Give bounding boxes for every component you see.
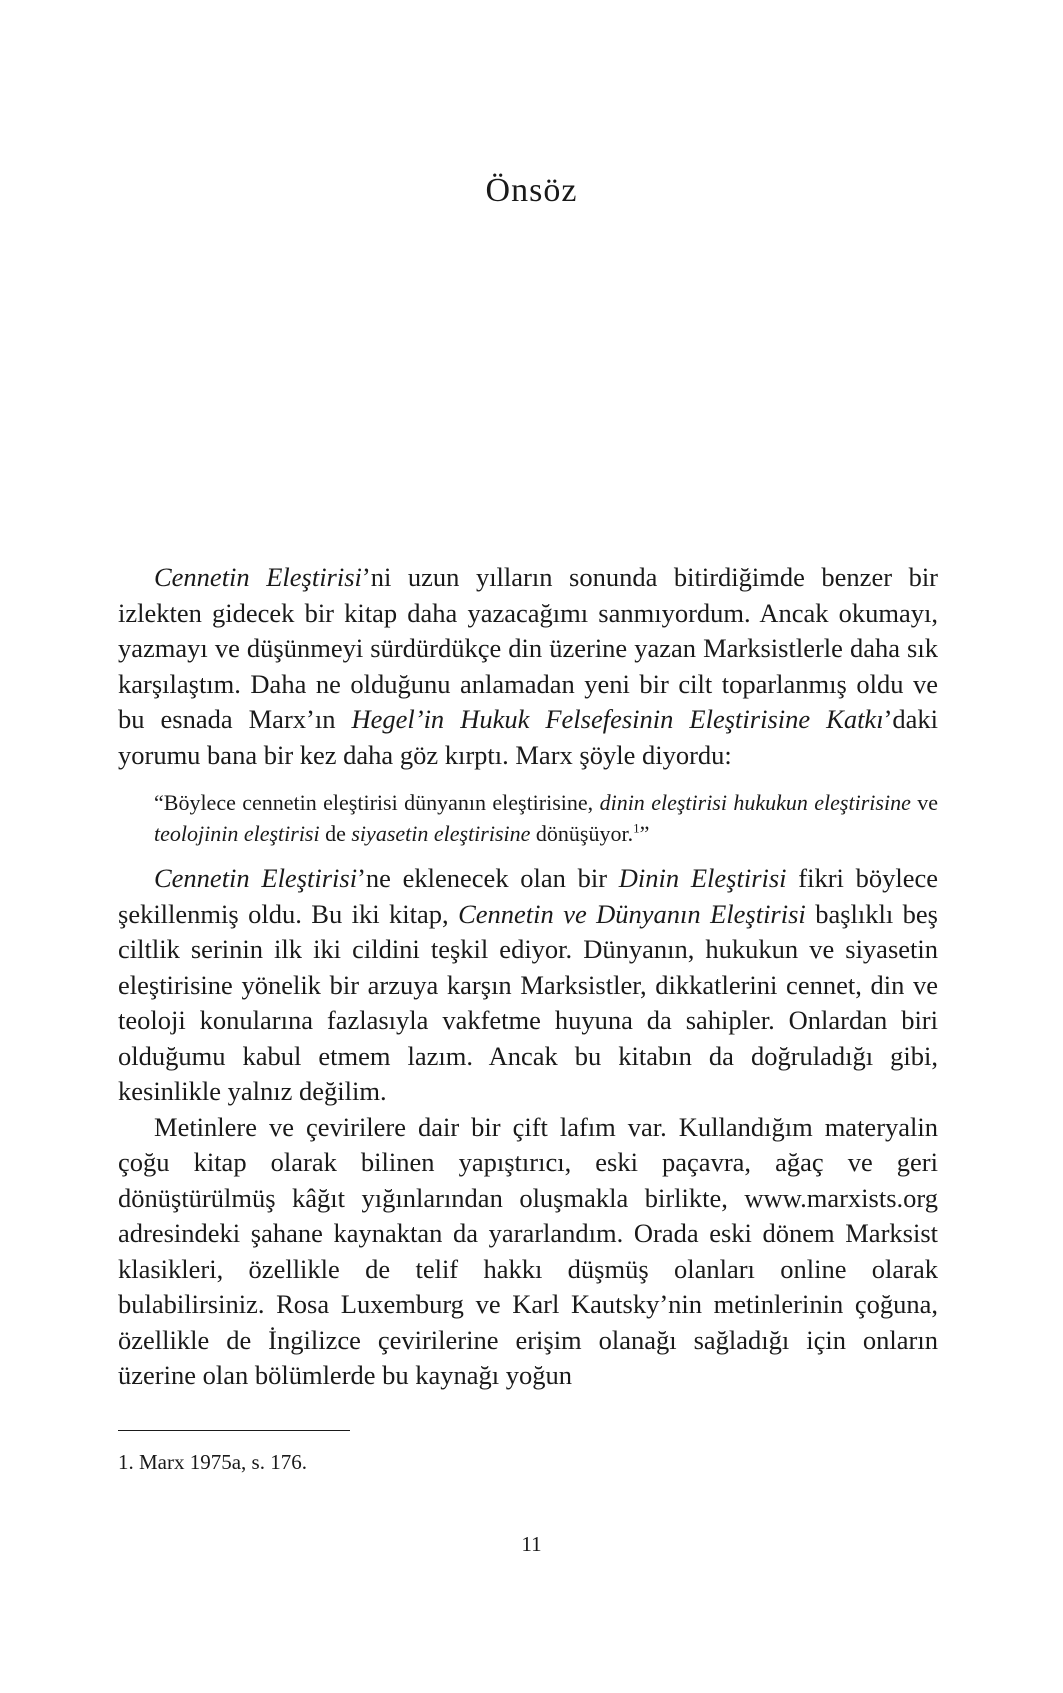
paragraph-text: fikri böylece şekillenmiş oldu. Bu iki kitap,: [118, 863, 938, 929]
page-number: 11: [521, 1532, 542, 1556]
book-title-italic: Hegel’in Hukuk Felsefesinin Eleştirisine Katkı: [351, 704, 884, 734]
quote-italic: siyasetin eleştirisine: [351, 821, 531, 846]
chapter-title: Önsöz: [485, 172, 578, 209]
paragraph-text: Metinlere ve çevirilere dair bir çift lafım var. Kullandığım materyalin çoğu kitap olarak bilinen yapıştırıcı, eski paçavra, ağaç ve geri dönüştürülmüş kâğıt yığınlarından oluşmakla birlikte, www.marxists.org adresindeki şahane kaynaktan da yararlandım. Orada eski dönem Marksist klasikleri, özellikle de telif hakkı düşmüş olanları online olarak bulabilirsiniz. Rosa Luxemburg ve Karl Kautsky’nin metinlerinin çoğuna, özellikle de İngilizce çevirilerine erişim olanağı sağladığı için onların üzerine olan bölümlerde bu kaynağı yoğun: [118, 1111, 938, 1390]
quote-italic: teolojinin eleştirisi: [154, 821, 320, 846]
book-title-italic: Cennetin ve Dünyanın Eleştirisi: [458, 898, 806, 929]
book-title-italic: Dinin Eleştirisi: [618, 863, 787, 893]
quote-text: “Böylece cennetin eleştirisi dünyanın eleştirisine,: [154, 790, 600, 815]
paragraph-3: [118, 1110, 938, 1394]
quote-text: ve: [910, 790, 939, 815]
book-title-italic: Cennetin Eleştirisi: [154, 562, 362, 592]
quote-text: dönüşüyor.: [530, 821, 634, 846]
footnote-reference: 1: [633, 820, 640, 836]
paragraph-2: [118, 861, 938, 1110]
footnote: 1. Marx 1975a, s. 176.: [118, 1450, 307, 1474]
book-title-italic: Cennetin Eleştirisi: [154, 863, 358, 893]
paragraph-text: ’ni uzun yılların sonunda bitirdiğimde benzer bir izlekten gidecek bir kitap daha yazacağımı sanmıyordum. Ancak okumayı, yazmayı ve düşünmeyi sürdürdükçe din üzerine yazan Marksistlerle daha sık karşılaştım. Daha ne olduğunu anlamadan yeni bir cilt toparlanmış oldu ve bu esnada Marx’ın: [118, 562, 939, 734]
paragraph-text: başlıklı beş ciltlik serinin ilk iki cildini teşkil ediyor. Dünyanın, hukukun ve siyasetin eleştirisine yönelik bir arzuya karşın Marksistler, dikkatlerini cennet, din ve teoloji konularına fazlasıyla vakfetme huyuna da sahipler. Onlardan biri olduğumu kabul etmem lazım. Ancak bu kitabın da doğruladığı gibi, kesinlikle yalnız değilim.: [118, 898, 938, 1106]
paragraph-text: ’daki yorumu bana bir kez daha göz kırptı. Marx şöyle diyordu:: [118, 704, 939, 770]
quote-italic: dinin eleştirisi hukukun eleştirisine: [599, 790, 911, 815]
quote-text: de: [319, 821, 352, 846]
block-quote: [118, 787, 938, 849]
footnote-divider: [118, 1430, 350, 1431]
paragraph-text: ’ne eklenecek olan bir: [357, 863, 619, 893]
body-text: [118, 560, 938, 1394]
quote-text: ”: [639, 821, 650, 846]
paragraph-1: [118, 560, 938, 773]
